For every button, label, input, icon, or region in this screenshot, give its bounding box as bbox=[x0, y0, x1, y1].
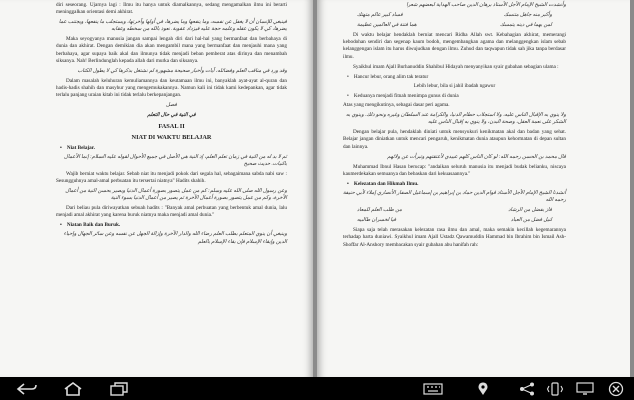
paragraph: Syaikhul imam Ajall Burhanuddin Shahibul Hidayah menyanyikan syair gubahan sebagian ulama : bbox=[353, 63, 559, 70]
arabic-verse bbox=[357, 12, 552, 19]
chapter-arabic-heading: فصل bbox=[166, 102, 177, 109]
section-bullet bbox=[60, 145, 287, 152]
verse-part: وأكبر منه جاهل متنسك bbox=[503, 12, 552, 19]
verse-part: فيا لخسران طالبيه bbox=[357, 217, 397, 224]
section-bullet bbox=[60, 222, 287, 229]
verse-part: من طلب العلم للمعاد bbox=[357, 207, 402, 214]
bullet-icon: • bbox=[347, 180, 349, 187]
bullet-icon: • bbox=[347, 92, 349, 99]
bullet-icon: • bbox=[60, 222, 62, 229]
share-icon[interactable] bbox=[514, 380, 540, 397]
arabic-text: وينبغي أن ينوي المتعلم بطلب العلم رضاء الله والدار الآخرة وإزالة الجهل عن نفسه وعن سائر الجهال وإحياء الدين وإبقاء الإسلام فإن بقاء الإسلام بالعلم bbox=[63, 231, 287, 245]
paragraph: Dengan belajar pula, hendaklah diniati untuk mensyukuri kenikmatan akal dan badan yang sehat. Belajar jangan diniatkan untuk mencari pengaruh, kenikmatan dunia ataupun kehormatan di depan sultan dan lainnya. bbox=[343, 129, 566, 150]
left-page-text bbox=[56, 2, 287, 377]
bullet-label: Kelezatan dan Hikmah Ilmu. bbox=[353, 180, 419, 187]
home-icon[interactable] bbox=[58, 380, 88, 397]
verse-bullet bbox=[347, 93, 566, 100]
verse-part: فساد كبير عالم متهتك bbox=[357, 12, 403, 19]
left-top-line: diri seseorang. Ujarnya lagi : Ilmu itu hanya untuk diamalkannya, sedang mengamalkan ilmu ini berarti meninggalkan orientasi demi akhirat. bbox=[56, 2, 287, 16]
bullet-label: Niatan Baik dan Buruk. bbox=[66, 222, 121, 229]
keyboard-icon[interactable] bbox=[420, 380, 446, 397]
vibrate-icon[interactable] bbox=[542, 380, 568, 397]
back-icon[interactable] bbox=[12, 380, 42, 397]
arabic-text: أنشدنا الشيخ الإمام الأجل الأستاذ قوام الدين حماد بن إبراهيم بن إسماعيل الصفار الأنصاري إملاء لأبي حنيفة رحمه الله bbox=[343, 189, 566, 204]
arabic-text: ولا ينوي به الإقبال الناس عليه، ولا استجلاب حطام الدنيا، والكرامة عند السلطان وغيره ونحو ذلك. وينوي به الشكر على نعمة العقل، وصحة البدن، ولا ينوي به إقبال الناس عليه bbox=[345, 112, 566, 126]
right-page-text bbox=[343, 2, 566, 377]
recent-apps-icon[interactable] bbox=[104, 380, 134, 397]
arabic-text: قال محمد بن الحسن رحمه الله: لو كان الناس كلهم عبيدي لأعتقتهم وتبرأت عن ولائهم bbox=[387, 153, 566, 160]
arabic-verse bbox=[357, 207, 552, 214]
left-page[interactable] bbox=[0, 0, 313, 377]
chapter-arabic-subheading: في النية في حال التعلم bbox=[147, 112, 196, 119]
arabic-text: ثم لا بد له من النية في زمان تعلم العلم، إذ النية هي الأصل في جميع الأحوال لقوله عليه السلام: إنما الأعمال بالنيات. حديث صحيح bbox=[64, 153, 287, 167]
arabic-text: فينبغي للإنسان أن لا يغفل عن نفسه، وما ينفعها وما يضرها، في أولها وآخرتها، ويستجلب ما ينفعها، ويجتنب عما يضرها، كي لا يكون عقله وعلمه حجة عليه فيزداد عقوبة. نعوذ بالله من سخطه وعقابه bbox=[58, 19, 287, 33]
verse-bullet bbox=[347, 74, 566, 81]
verse-part: لنيل فضل من العباد bbox=[510, 217, 552, 224]
arabic-text: وقد ورد في مناقب العلم وفضائله، آيات وأخبار صحيحة مشهورة لم نشتغل بذكرها كي لا يطول الكتاب bbox=[77, 67, 287, 74]
verse-line: Lebih lebur, bila si jahil ibadah ngawur bbox=[413, 82, 496, 89]
close-icon[interactable] bbox=[603, 380, 629, 397]
paragraph: Dari beliau pula diriwayatkan sebuah hadits : "Banyak amal perbuatan yang berbentuk amal dunia, lalu menjadi amal akhirat yang karena buruk niatnya maka menjadi amal dunia." bbox=[56, 205, 287, 219]
bullet-label: Keduanya menjadi fitnah menimpa gunus di dunia bbox=[353, 92, 459, 99]
chapter-subtitle: NIAT DI WAKTU BELAJAR bbox=[131, 134, 212, 142]
bullet-icon: • bbox=[347, 73, 349, 80]
location-icon[interactable] bbox=[470, 380, 496, 397]
paragraph: Dalam masalah keluhuran kemuliamannya dan keutamaan ilmu ini, banyaklah ayat-ayat al-quran dan hadis-hadis shahih dan masyhur yang mengemukakannya. Namun kali ini tidak kami kedepankan, agar tidak terlalu panjang uraian kitab ini tidak terlalu berkepanjangan. bbox=[56, 77, 287, 99]
paragraph: Atas yang mengikutinya, sebagai dasar peri agama. bbox=[343, 102, 450, 109]
system-navigation-bar bbox=[0, 377, 634, 400]
right-page[interactable] bbox=[317, 0, 630, 377]
paragraph: Muhammad Ibnul Hasan berucap: "andaikan seluruh manusia itu menjadi budak belianku, niscaya kaumerdekakan semuanya dan bebaskan dari kekuasaannya." bbox=[343, 163, 566, 177]
section-bullet bbox=[347, 181, 566, 188]
arabic-text: وأنشدت الشيخ الإمام الأجل الأستاذ برهان الدين صاحب الهداية لبعضهم شعرا bbox=[406, 2, 566, 8]
bullet-label: Hancur lebur, orang alim tak teratur bbox=[353, 73, 429, 80]
bullet-label: Niat Belajar. bbox=[66, 144, 95, 151]
bullet-icon: • bbox=[60, 144, 62, 151]
verse-part: هما فتنة في العالمين عظيمة bbox=[357, 22, 417, 29]
paragraph: Wajib berniat waktu belajar. Sebab niat itu menjadi pokok dari segala hal, sebagaimana sabda nabi saw : Sesungguhnya amal-amal perbuatan itu tersertai niatnya" Hadits shahih. bbox=[56, 170, 287, 184]
chapter-title: FASAL II bbox=[158, 123, 185, 131]
paragraph: Di waktu belajar hendaklah berniat mencari Ridha Allah swt. Kebahagian akhirat, memerangi kebodohan sendiri dan segenap kaum bodoh, mengembangkan agama dan melanggengkan islam sebab kelanggengan islam itu harus diwujudkan dengan ilmu. Zuhud dan taqwapun tidak sah jika tanpa berdasar ilmu. bbox=[343, 32, 566, 60]
arabic-text: وعن رسول الله صلى الله عليه وسلم: كم من عمل يتصور بصورة أعمال الدنيا ويصير بحسن النية من أعمال الآخرة، وكم من عمل يتصور بصورة أعمال الآخرة ثم يصير من أعمال الدنيا بسوء النية bbox=[65, 187, 287, 202]
arabic-verse bbox=[357, 217, 552, 224]
paragraph: Siapa saja telah merasakan kelezatan rasa ilmu dan amal, maka semakin kecillah kegemarannya terhadap harta duniawi. Syaikhul imam Ajall Ustadz Qawamuddin Hammad bin Ibrahim bin Ismail Ash-Shoffar Al-Anshory membacakan syair gubahan abu hanifah rah: bbox=[343, 227, 566, 248]
verse-part: لمن بهما في دينه يتمسك bbox=[499, 22, 552, 29]
screen-icon[interactable] bbox=[572, 380, 598, 397]
paragraph: Maka seyogyanya manusia jangan sampai lengah diri dari hal-hal yang bermanfaat dan berbahaya di dunia dan akhirat. Dengan demikian dia akan mengambil mana yang bermanfaat dan menjauhi mana yang berbahaya, agar supaya baik akal dan ilmunya tidak menjadi beban pemberat atas dirinya dan menambah siksanya. Nah! Berlindunglah kepada allah dari murka dan siksanya. bbox=[56, 36, 287, 64]
verse-part: فاز بفضل من الرشاد bbox=[508, 207, 552, 214]
arabic-verse bbox=[357, 22, 552, 29]
